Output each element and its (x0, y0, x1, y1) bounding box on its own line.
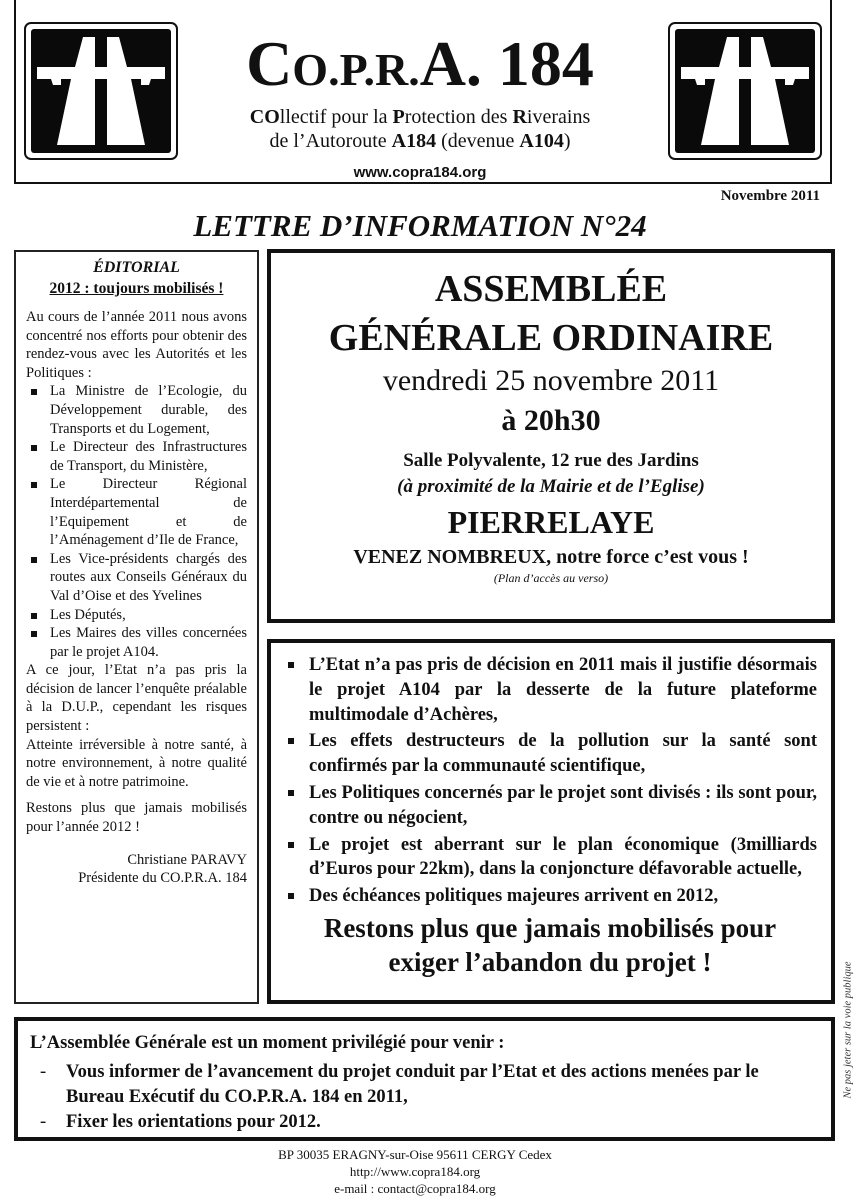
purpose-list (30, 1060, 819, 1135)
subtitle-line-1: COllectif pour la Protection des Riverains (249, 106, 591, 128)
editorial-title: 2012 : toujours mobilisés ! (49, 280, 224, 297)
motorway-sign-icon (668, 22, 822, 160)
list-item: Les Députés, (26, 606, 247, 625)
list-item: Les Vice-présidents chargés des routes aux Conseils Généraux du Val d’Oise et des Yvelines (26, 550, 247, 606)
assembly-announcement (267, 249, 835, 623)
list-item: - Fixer les orientations pour 2012. (30, 1110, 819, 1135)
map-note: (Plan d’accès au verso) (493, 571, 609, 585)
editorial-intro: Au cours de l’année 2011 nous avons concentré nos efforts pour obtenir des rendez-vous avec les Autorités et les Politiques : (26, 309, 247, 381)
editorial-paragraph: Atteinte irréversible à notre santé, à notre environnement, à notre qualité de vie et à notre patrimoine. (26, 736, 247, 790)
signature-role: Présidente du CO.P.R.A. 184 (78, 870, 247, 887)
website-link[interactable]: www.copra184.org (353, 164, 487, 181)
list-item: - Vous informer de l’avancement du projet conduit par l’Etat et des actions menées par le Bureau Exécutif du CO.P.R.A. 184 en 2011, (30, 1060, 819, 1110)
list-item: L’Etat n’a pas pris de décision en 2011 mais il justifie désormais le projet A104 par la desserte de la future plateforme multimodale d’Achères, (283, 653, 817, 727)
assembly-title-line-2: GÉNÉRALE ORDINAIRE (328, 317, 774, 359)
footer-website-link[interactable]: http://www.copra184.org (349, 1164, 481, 1179)
editorial-column (14, 250, 259, 1004)
side-note (834, 920, 862, 1140)
list-item: La Ministre de l’Ecologie, du Développement durable, des Transports et du Logement, (26, 382, 247, 438)
assembly-purpose-box (14, 1017, 835, 1141)
key-points-box (267, 639, 835, 1004)
subtitle-line-2: de l’Autoroute A184 (devenue A104) (269, 130, 571, 152)
list-item: Le Directeur Régional Interdépartemental de l’Equipement et de l’Aménagement d’Ile de France, (26, 475, 247, 549)
list-item: Les Politiques concernés par le projet sont divisés : ils sont pour, contre ou négocient, (283, 781, 817, 831)
key-points-list (283, 653, 817, 909)
mobilisation-call (283, 911, 817, 979)
side-note-text: Ne pas jeter sur la voie publique (842, 961, 854, 1099)
list-item: Des échéances politiques majeures arrivent en 2012, (283, 884, 817, 909)
newsletter-title: LETTRE D’INFORMATION N°24 (193, 208, 647, 243)
editorial-paragraph: A ce jour, l’Etat n’a pas pris la décision de lancer l’enquête préalable à la D.U.P., cependant les risques persistent : (26, 662, 247, 735)
assembly-call: VENEZ NOMBREUX, notre force c’est vous ! (353, 546, 749, 568)
editorial-contacts-list (26, 382, 247, 661)
assembly-venue: Salle Polyvalente, 12 rue des Jardins (403, 450, 699, 471)
issue-date: Novembre 2011 (720, 188, 820, 204)
list-item: Le Directeur des Infrastructures de Transport, du Ministère, (26, 438, 247, 475)
editorial-kicker: ÉDITORIAL (93, 259, 180, 276)
postal-address: BP 30035 ERAGNY-sur-Oise 95611 CERGY Cedex (278, 1147, 552, 1162)
signature-name: Christiane PARAVY (127, 851, 247, 868)
purpose-intro: L’Assemblée Générale est un moment privilégié pour venir : (30, 1033, 505, 1053)
assembly-title-line-1: ASSEMBLÉE (434, 268, 668, 310)
brand-subtitle (190, 105, 650, 153)
motorway-sign-icon (24, 22, 178, 160)
assembly-date: vendredi 25 novembre 2011 (382, 364, 720, 397)
footer (200, 1146, 630, 1197)
assembly-time: à 20h30 (501, 404, 601, 437)
mobilisation-call-line-2: exiger l’abandon du projet ! (388, 946, 712, 977)
list-item: Le projet est aberrant sur le plan économique (3milliards d’Euros pour 22km), dans la conjoncture défavorable actuelle, (283, 833, 817, 883)
assembly-city: PIERRELAYE (447, 504, 655, 540)
assembly-venue-note: (à proximité de la Mairie et de l’Eglise) (397, 476, 705, 497)
list-item: Les Maires des villes concernées par le projet A104. (26, 624, 247, 661)
list-item: Les effets destructeurs de la pollution sur la santé sont confirmés par la communauté scientifique, (283, 729, 817, 779)
editorial-closing: Restons plus que jamais mobilisés pour l’année 2012 ! (26, 800, 247, 836)
footer-email-link[interactable]: e-mail : contact@copra184.org (334, 1181, 496, 1196)
mobilisation-call-line-1: Restons plus que jamais mobilisés pour (323, 912, 777, 943)
brand-title: CO.P.R.A. 184 (246, 28, 594, 99)
editorial-signature (26, 851, 247, 888)
